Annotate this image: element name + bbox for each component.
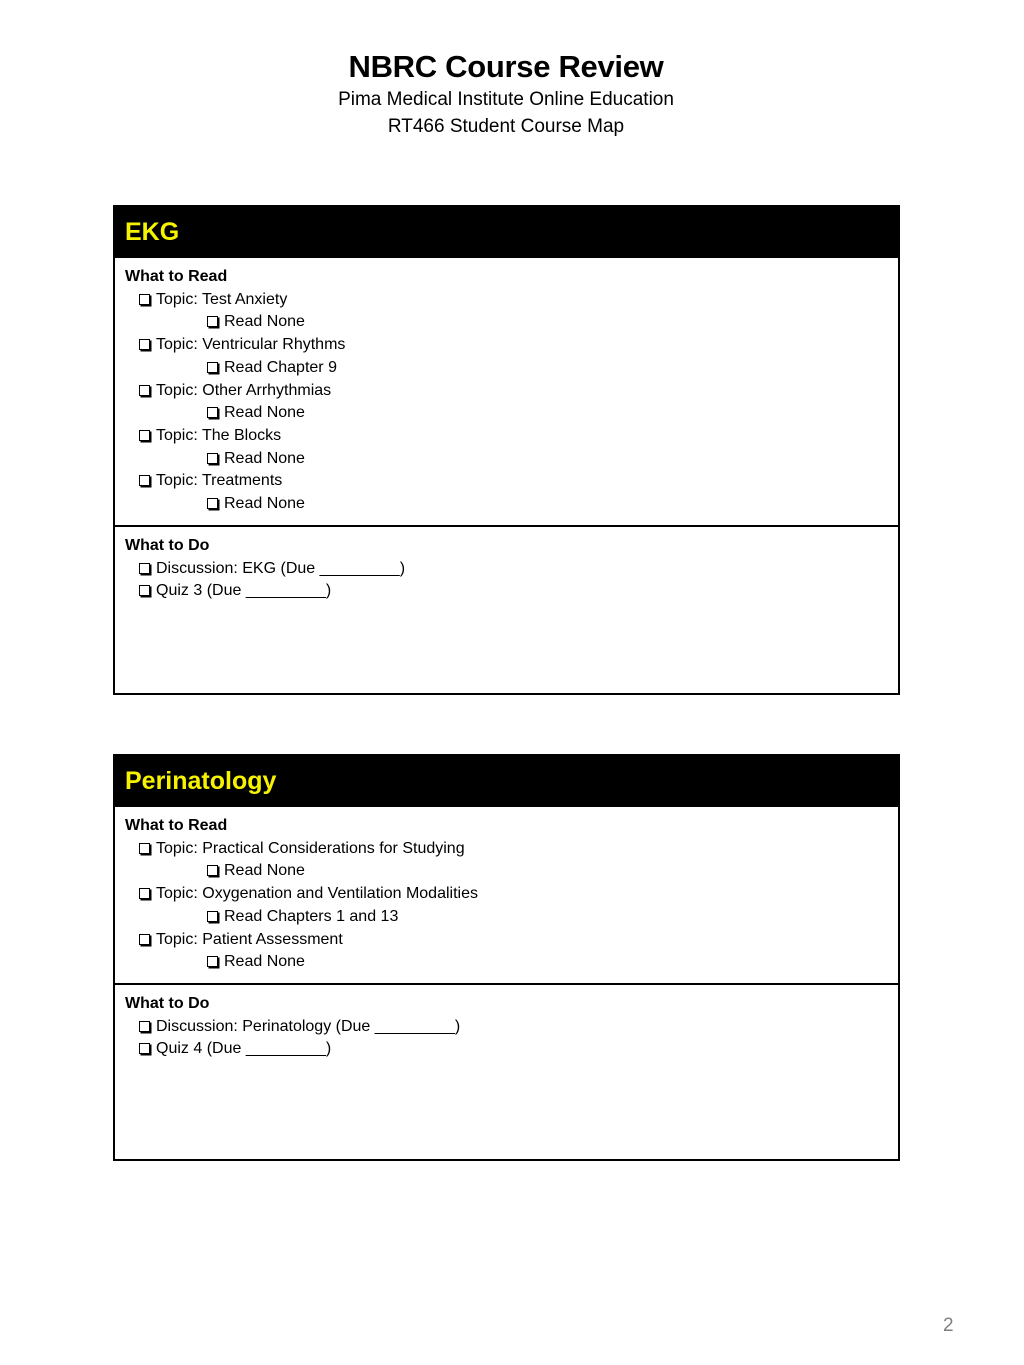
checkbox-icon[interactable] bbox=[207, 498, 218, 509]
institution-subtitle: Pima Medical Institute Online Education bbox=[338, 89, 674, 110]
course-map-subtitle: RT466 Student Course Map bbox=[387, 116, 625, 137]
checkbox-icon[interactable] bbox=[139, 585, 150, 596]
task-item[interactable]: Quiz 4 (Due _________) bbox=[125, 1038, 888, 1061]
checkbox-icon[interactable] bbox=[207, 316, 218, 327]
page-title: NBRC Course Review bbox=[348, 49, 664, 84]
checkbox-icon[interactable] bbox=[139, 385, 150, 396]
checkbox-icon[interactable] bbox=[139, 339, 150, 350]
topic-item[interactable]: Topic: The Blocks bbox=[125, 425, 888, 448]
topic-item[interactable]: Topic: Patient Assessment bbox=[125, 929, 888, 952]
checkbox-icon[interactable] bbox=[207, 911, 218, 922]
reading-item[interactable]: Read Chapter 9 bbox=[125, 357, 888, 380]
checkbox-icon[interactable] bbox=[139, 888, 150, 899]
reading-item[interactable]: Read None bbox=[125, 311, 888, 334]
checkbox-icon[interactable] bbox=[207, 453, 218, 464]
what-to-read-section bbox=[115, 258, 898, 525]
topic-item[interactable]: Topic: Practical Considerations for Studying bbox=[125, 838, 888, 861]
reading-item[interactable]: Read None bbox=[125, 860, 888, 883]
what-to-read-section bbox=[115, 807, 898, 983]
section-label: What to Read bbox=[125, 268, 228, 285]
checkbox-icon[interactable] bbox=[207, 956, 218, 967]
topic-item[interactable]: Topic: Ventricular Rhythms bbox=[125, 334, 888, 357]
reading-item[interactable]: Read None bbox=[125, 448, 888, 471]
checkbox-icon[interactable] bbox=[139, 430, 150, 441]
page-header bbox=[0, 48, 1012, 140]
checkbox-icon[interactable] bbox=[207, 865, 218, 876]
section-label: What to Do bbox=[125, 995, 210, 1012]
checkbox-icon[interactable] bbox=[139, 843, 150, 854]
checkbox-icon[interactable] bbox=[139, 475, 150, 486]
what-to-do-section bbox=[115, 525, 898, 609]
reading-item[interactable]: Read Chapters 1 and 13 bbox=[125, 906, 888, 929]
checkbox-icon[interactable] bbox=[139, 934, 150, 945]
reading-item[interactable]: Read None bbox=[125, 951, 888, 974]
section-label: What to Read bbox=[125, 817, 228, 834]
topic-item[interactable]: Topic: Test Anxiety bbox=[125, 289, 888, 312]
topic-item[interactable]: Topic: Other Arrhythmias bbox=[125, 380, 888, 403]
task-item[interactable]: Discussion: Perinatology (Due _________) bbox=[125, 1016, 888, 1039]
reading-item[interactable]: Read None bbox=[125, 402, 888, 425]
checkbox-icon[interactable] bbox=[139, 1021, 150, 1032]
topic-item[interactable]: Topic: Treatments bbox=[125, 470, 888, 493]
page-number: 2 bbox=[943, 1315, 954, 1336]
topic-item[interactable]: Topic: Oxygenation and Ventilation Modalities bbox=[125, 883, 888, 906]
module-perinatology bbox=[113, 754, 900, 1161]
reading-item[interactable]: Read None bbox=[125, 493, 888, 516]
module-ekg bbox=[113, 205, 900, 695]
section-label: What to Do bbox=[125, 537, 210, 554]
checkbox-icon[interactable] bbox=[139, 1043, 150, 1054]
checkbox-icon[interactable] bbox=[207, 407, 218, 418]
task-item[interactable]: Quiz 3 (Due _________) bbox=[125, 580, 888, 603]
checkbox-icon[interactable] bbox=[139, 563, 150, 574]
module-title: EKG bbox=[115, 207, 898, 258]
module-title: Perinatology bbox=[115, 756, 898, 807]
checkbox-icon[interactable] bbox=[139, 294, 150, 305]
what-to-do-section bbox=[115, 983, 898, 1067]
task-item[interactable]: Discussion: EKG (Due _________) bbox=[125, 558, 888, 581]
checkbox-icon[interactable] bbox=[207, 362, 218, 373]
